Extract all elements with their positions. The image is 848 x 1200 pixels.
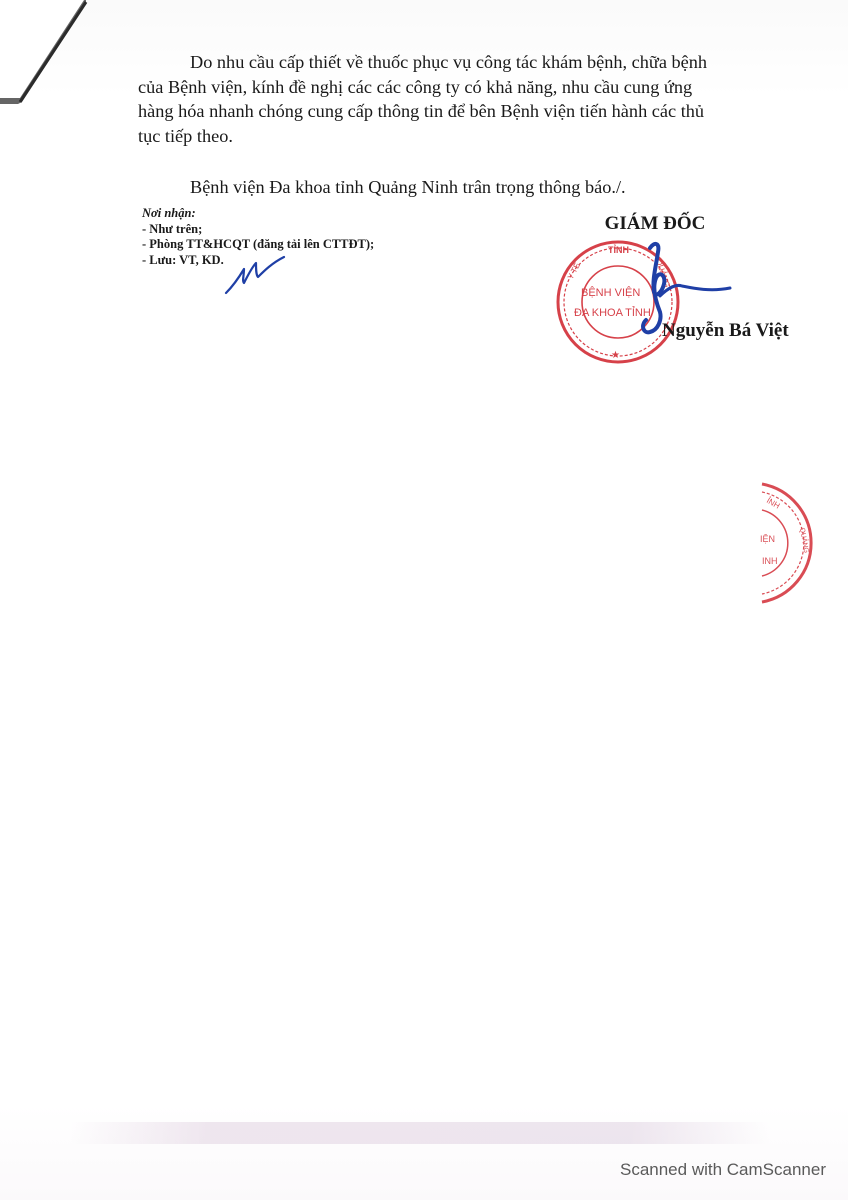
seal-line-2: ĐA KHOA TỈNH [574, 307, 651, 319]
camscanner-watermark: Scanned with CamScanner [619, 1160, 826, 1179]
paragraph-line: tục tiếp theo. [138, 125, 233, 146]
signatory-title: GIÁM ĐỐC [604, 213, 706, 234]
closing-line: Bệnh viện Đa khoa tỉnh Quảng Ninh trân trọng thông báo./. [190, 177, 626, 197]
partial-seal-text: INH [762, 556, 778, 566]
partial-seal-text: IỆN [760, 534, 776, 544]
recipient-item: - Lưu: VT, KD. [142, 252, 224, 267]
recipients-heading: Nơi nhận: [142, 206, 196, 220]
seal-ring-top-text: TỈNH [608, 245, 629, 255]
signatory-name: Nguyễn Bá Việt [662, 320, 789, 341]
folded-corner-shadow [0, 0, 100, 110]
partial-seal-text: ỈNH [765, 495, 782, 511]
partial-seal-stamp [748, 478, 818, 608]
letter-paragraph [138, 50, 768, 148]
paragraph-line: hàng hóa nhanh chóng cung cấp thông tin để bên Bệnh viện tiến hành các thủ [138, 101, 705, 121]
partial-seal-text: QUẢNG [798, 527, 810, 554]
scan-artifact-band [70, 1122, 770, 1144]
paragraph-line: Do nhu cầu cấp thiết về thuốc phục vụ công tác khám bệnh, chữa bệnh [190, 52, 708, 72]
initials-signature [222, 255, 290, 297]
recipient-item: - Phòng TT&HCQT (đăng tải lên CTTĐT); [142, 237, 375, 251]
seal-ring-right-text: QUẢNG [654, 257, 672, 289]
recipient-item: - Như trên; [142, 221, 203, 236]
seal-line-1: BỆNH VIỆN [581, 287, 641, 299]
seal-ring-left-text: Y TẾ [565, 261, 582, 281]
seal-star-icon: ★ [611, 350, 620, 361]
paragraph-line: của Bệnh viện, kính đề nghị các các công ty có khả năng, nhu cầu cung ứng [138, 76, 693, 97]
